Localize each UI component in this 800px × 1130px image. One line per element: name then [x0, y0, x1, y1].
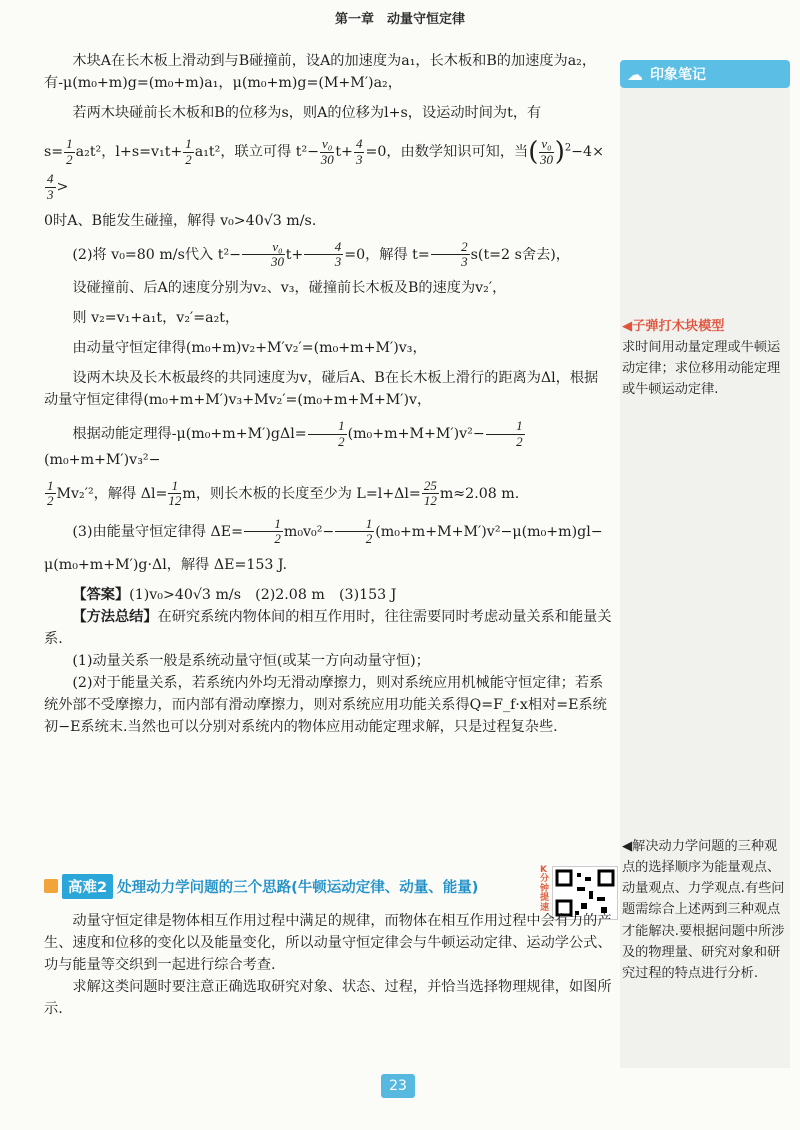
para-8: 由动量守恒定律得(m₀+m)v₂+M′v₂′=(m₀+m+M′)v₃， [72, 340, 427, 357]
fraction: $\frac{1}{12}$ [168, 478, 182, 509]
method-1: (1)动量关系一般是系统动量守恒(或某一方向动量守恒)； [72, 653, 430, 670]
method-line: 【方法总结】在研究系统内物体间的相互作用时，往往需要同时考虑动量关系和能量关系. [44, 609, 612, 648]
para-1: 木块A在长木板上滑动到与B碰撞前，设A的加速度为a₁，长木板和B的加速度为a₂，有-μ(m₀+m)g=(m₀+m)a₁，μ(m₀+m)g=(M+M′)a₂， [44, 53, 597, 91]
para-9: 设两木块及长木板最终的共同速度为v，碰后A、B在长木板上滑行的距离为Δl，根据动量守恒定律得(m₀+m+M′)v₃+Mv₂′=(m₀+m+M+M′)v， [44, 370, 599, 409]
fraction: $\frac{4}{3}$ [47, 171, 54, 202]
fraction: $\frac{1}{2}$ [185, 136, 192, 167]
sidebar-note-1 [622, 316, 788, 401]
para-11: $\frac{1}{2}$ Mv₂′²，解得 Δl= $\frac{1}{12}$ m，则长木板的长度至少为 L=l+Δl= $\frac{25}{12}$ m≈2.08 m. [47, 478, 520, 509]
fraction: $\frac{4}{3}$ [355, 136, 363, 167]
para-13: μ(m₀+m+M′)g·Δl，解得 ΔE=153 J. [44, 557, 288, 574]
qr-label: K分钟提速 [540, 865, 550, 913]
para-5: (2)将 v₀=80 m/s代入 t²− $\frac{\text{v₀}}{30}$ t+ $\frac{4}{3}$ =0，解得 t= $\frac{2}{3}$ s(t=2 s舍去)， [72, 238, 570, 270]
fraction: $\frac{25}{12}$ [423, 478, 437, 509]
fraction: $\frac{1}{2}$ [486, 419, 525, 449]
para-4: 0时A、B能发生碰撞，解得 v₀>40√3 m/s. [44, 212, 317, 229]
fraction: $\frac{\text{v₀}}{30}$ [320, 136, 334, 167]
fraction: $\frac{1}{2}$ [335, 517, 374, 547]
fraction: $\frac{1}{2}$ [47, 478, 54, 509]
answer-line: 【答案】(1)v₀>40√3 m/s (2)2.08 m (3)153 J [72, 587, 397, 604]
fraction: $\frac{\text{v₀}}{30}$ [540, 136, 554, 167]
para-3: s= $\frac{1}{2}$ a₂t²，l+s=v₁t+ $\frac{1}{2}$ a₁t²，联立可得 t²− $\frac{\text{v₀}}{30}$ t+ $\frac{4}{3}$ =0，由数学知识可知，当( $\frac{\text{v₀}}{30}$ )$^2$−4× $\frac{4}{3}$ > [44, 136, 604, 202]
fraction: $\frac{1}{2}$ [66, 136, 73, 167]
para-7: 则 v₂=v₁+a₁t，v₂′=a₂t， [72, 310, 240, 327]
sidebar-note-2: ◀解决动力学问题的三种观点的选择顺序为能量观点、动量观点、力学观点.有些问题需综合上述两到三种观点才能解决.要根据问题中所涉及的物理量、研究对象和研究过程的特点进行分析. [622, 839, 785, 981]
fraction: $\frac{4}{3}$ [304, 240, 343, 270]
elephant-icon: ☁ [627, 64, 643, 84]
para-10: 根据动能定理得-μ(m₀+m+M′)gΔl= $\frac{1}{2}$ (m₀+m+M+M′)v²− $\frac{1}{2}$ (m₀+m+M′)v₃²− [44, 418, 523, 469]
fraction: $\frac{\text{v₀}}{30}$ [242, 240, 285, 270]
note-header [620, 60, 790, 88]
note1-body: 求时间用动量定理或牛顿运动定律；求位移用动能定理或牛顿运动定律. [622, 340, 781, 398]
section-para-1: 动量守恒定律是物体相互作用过程中满足的规律，而物体在相互作用过程中会有力的产生、速度和位移的变化以及能量变化，所以动量守恒定律会与牛顿运动定律、运动学公式、功与能量等交织到一起进行综合考查. [44, 913, 612, 973]
main-text [44, 50, 612, 738]
section-badge: 高难2 [62, 874, 113, 899]
fraction: $\frac{2}{3}$ [431, 240, 470, 270]
book-icon [44, 879, 58, 893]
section-title: 处理动力学问题的三个思路(牛顿运动定律、动量、能量) [117, 879, 479, 896]
note-title: 印象笔记 [650, 67, 706, 83]
fraction: $\frac{1}{2}$ [244, 517, 283, 547]
page-number: 23 [381, 1074, 415, 1098]
method-2: (2)对于能量关系，若系统内外均无滑动摩擦力，则对系统应用机械能守恒定律；若系统外部不受摩擦力，而内部有滑动摩擦力，则对系统应用功能关系得Q=F_f·x相对=E系统初−E系统末.当然也可以分别对系统内的物体应用动能定理求解，只是过程复杂些. [44, 675, 607, 736]
chapter-header: 第一章 动量守恒定律 [334, 12, 465, 27]
section-para-2: 求解这类问题时要注意正确选取研究对象、状态、过程，并恰当选择物理规律，如图所示. [44, 979, 612, 1017]
para-6: 设碰撞前、后A的速度分别为v₂、v₃，碰撞前长木板及B的速度为v₂′， [72, 280, 507, 297]
note1-title: ◀子弹打木块模型 [622, 319, 725, 334]
fraction: $\frac{1}{2}$ [308, 419, 347, 449]
section-heading [44, 874, 539, 898]
para-2: 若两木块碰前长木板和B的位移为s，则A的位移为l+s，设运动时间为t，有 [72, 105, 542, 121]
para-12: (3)由能量守恒定律得 ΔE= $\frac{1}{2}$ m₀v₀²− $\frac{1}{2}$ (m₀+m+M+M′)v²−μ(m₀+m)gl− [72, 515, 603, 546]
section-text [44, 910, 612, 1020]
